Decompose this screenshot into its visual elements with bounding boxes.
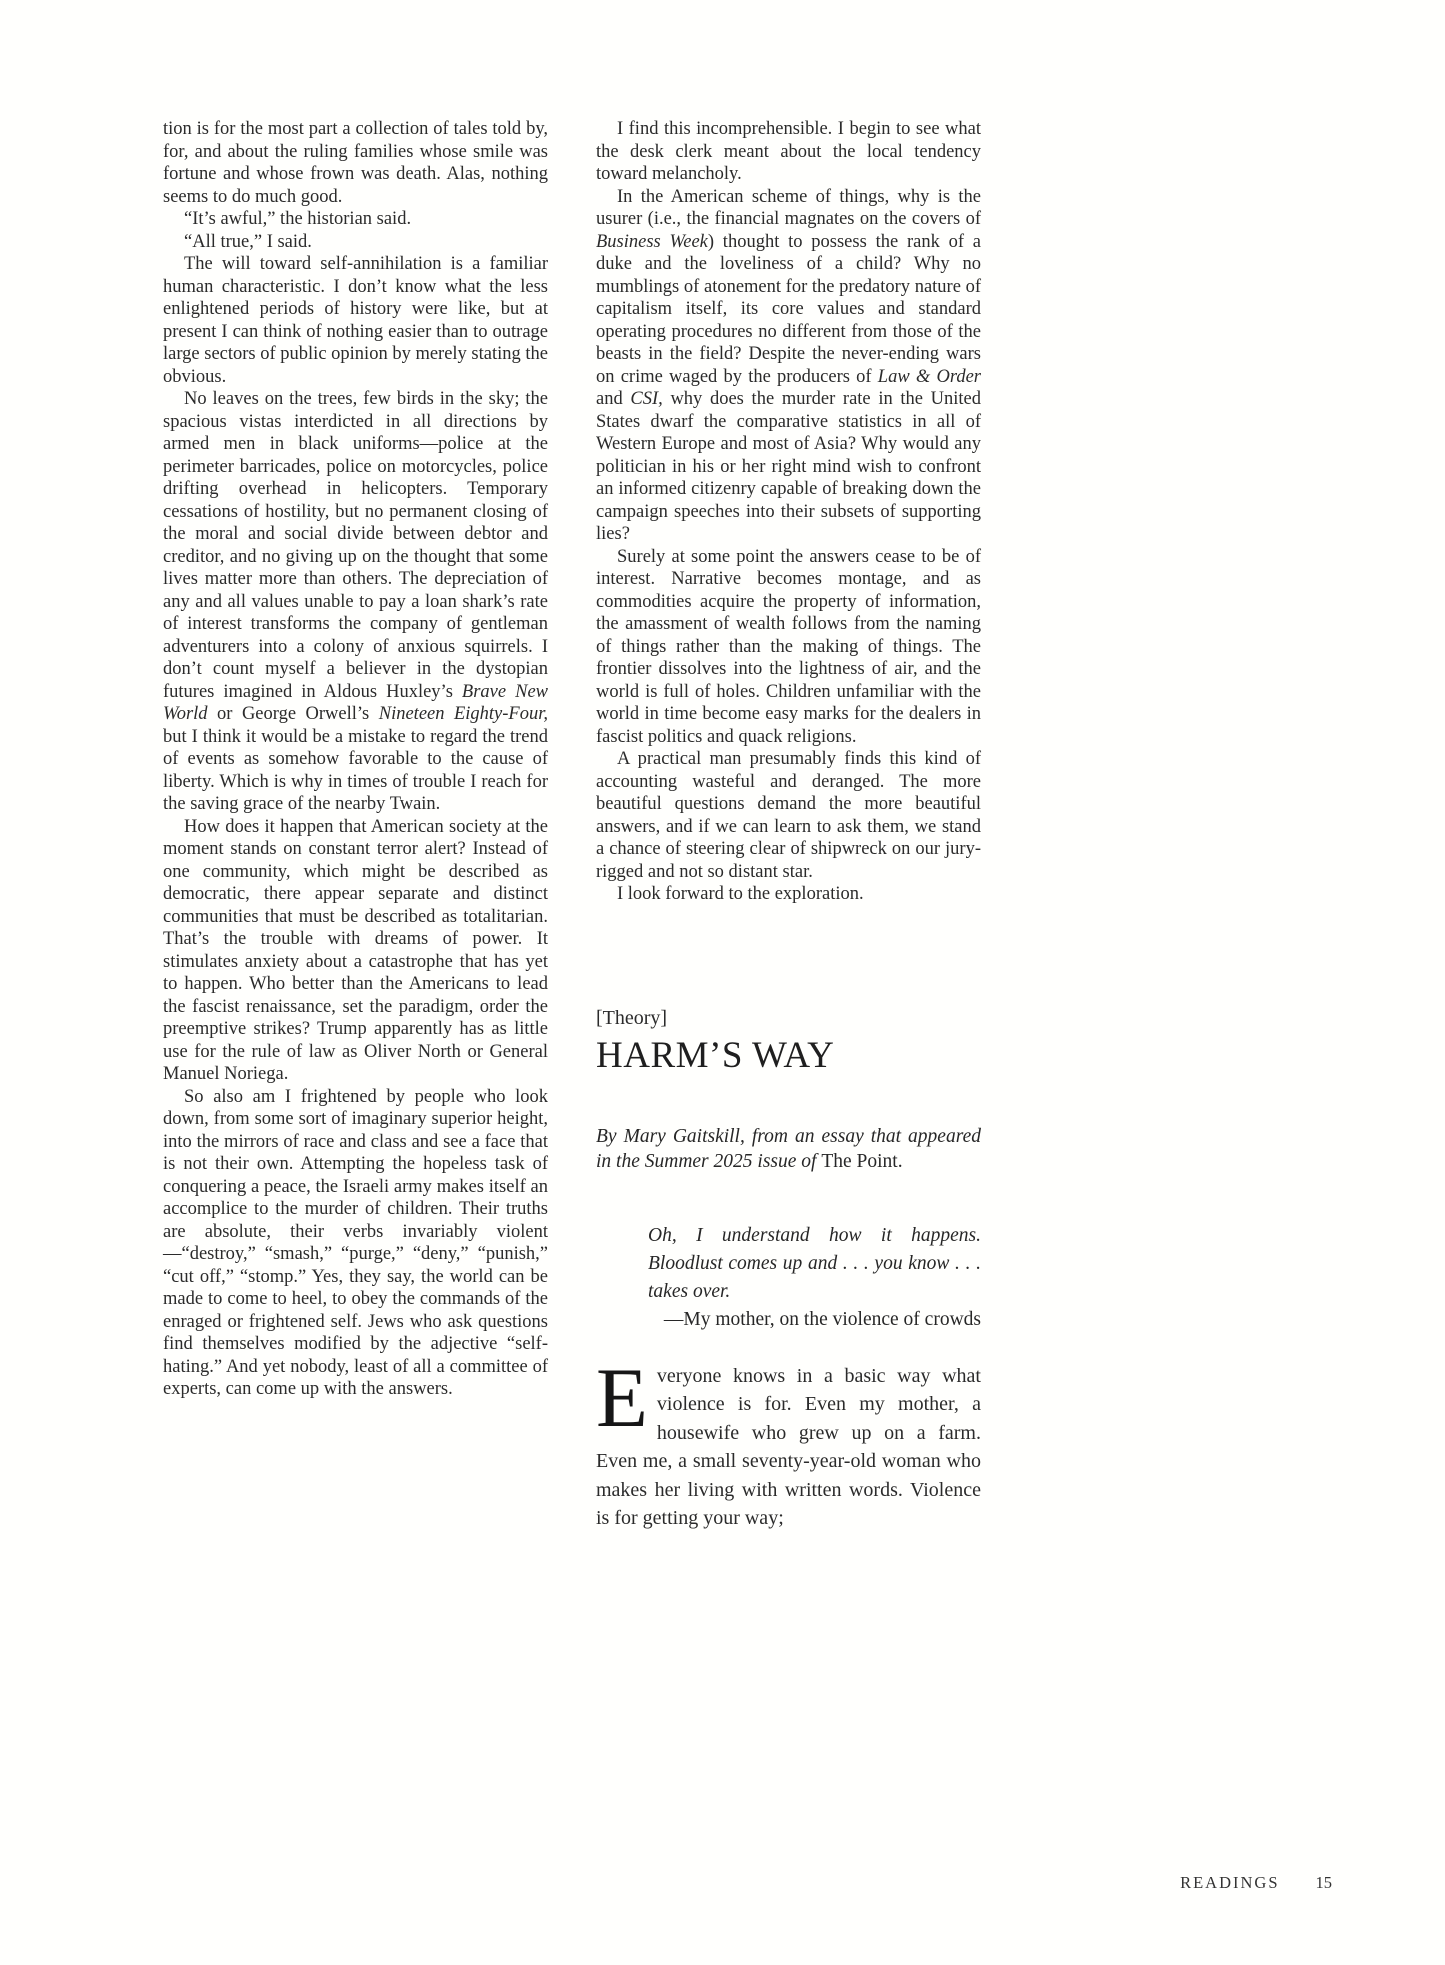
right-column xyxy=(596,118,981,1533)
byline: By Mary Gaitskill, from an essay that appeared in the Summer 2025 issue of The Point. xyxy=(596,1125,981,1172)
text-block xyxy=(163,118,981,1533)
left-column xyxy=(163,118,548,1533)
paragraph: I look forward to the exploration. xyxy=(617,884,864,904)
paragraph: tion is for the most part a collection of tales told by, for, and about the ruling families whose smile was fortune and whose frown was death. Alas, nothing seems to do much good. xyxy=(163,119,548,207)
page-footer xyxy=(1180,1873,1332,1893)
epigraph-attribution: —My mother, on the violence of crowds xyxy=(663,1308,981,1330)
article-header xyxy=(596,1006,981,1077)
drop-cap: E xyxy=(596,1350,648,1445)
epigraph xyxy=(648,1222,981,1334)
section-kicker: [Theory] xyxy=(596,1006,668,1029)
paragraph: No leaves on the trees, few birds in the sky; the spacious vistas interdicted in all directions by armed men in black uniforms—police at the perimeter barricades, police on motorcycles, police drifting overhead in helicopters. Temporary cessations of hostility, but no permanent closing of the moral and social divide between debtor and creditor, and no giving up on the thought that some lives matter more than others. The depreciation of any and all values unable to pay a loan shark’s rate of interest transforms the company of gentleman adventurers into a colony of anxious squirrels. I don’t count myself a believer in the dystopian futures imagined in Aldous Huxley’s Brave New World or George Orwell’s Nineteen Eighty-Four, but I think it would be a mistake to regard the trend of events as somehow favorable to the cause of liberty. Which is why in times of trouble I reach for the saving grace of the nearby Twain. xyxy=(163,389,548,814)
paragraph: So also am I frightened by people who look down, from some sort of imaginary superior height, into the mirrors of race and class and see a face that is not their own. Attempting the hopeless task of conquering a peace, the Israeli army makes itself an accomplice to the murder of children. Their truths are absolute, their verbs invariably violent—“destroy,” “smash,” “purge,” “deny,” “punish,” “cut off,” “stomp.” Yes, they say, the world can be made to come to heel, to obey the commands of the enraged or frightened self. Jews who ask questions find themselves modified by the adjective “self-hating.” And yet nobody, least of all a committee of experts, can come up with the answers. xyxy=(163,1086,548,1399)
paragraph: How does it happen that American society at the moment stands on constant terror alert? Instead of one community, which might be described as democratic, there appear separate and distinct communities that must be described as totalitarian. That’s the trouble with dreams of power. It stimulates anxiety about a catastrophe that has yet to happen. Who better than the Americans to lead the fascist renaissance, set the paradigm, order the preemptive strikes? Trump apparently has as little use for the rule of law as Oliver North or General Manuel Noriega. xyxy=(163,816,548,1084)
paragraph: A practical man presumably finds this kind of accounting wasteful and deranged. The more beautiful questions demand the more beautiful answers, and if we can learn to ask them, we stand a chance of steering clear of shipwreck on our jury-rigged and not so distant star. xyxy=(596,749,981,882)
article1-right-paragraphs xyxy=(596,118,981,906)
opening-paragraph-text: veryone knows in a basic way what violence is for. Even my mother, a housewife who grew up on a farm. Even me, a small seventy-year-old woman who makes her living with written words. Violence is for getting your way; xyxy=(596,1364,981,1529)
article-title: HARM’S WAY xyxy=(596,1034,835,1076)
footer-page-number: 15 xyxy=(1315,1873,1332,1892)
paragraph: Surely at some point the answers cease to be of interest. Narrative becomes montage, and as commodities acquire the property of information, the amassment of wealth follows from the naming of things rather than the making of things. The frontier dissolves into the lightness of air, and the world is full of holes. Children unfamiliar with the world in time become easy marks for the dealers in fascist politics and quack religions. xyxy=(596,546,981,747)
paragraph: The will toward self-annihilation is a familiar human characteristic. I don’t know what the less enlightened periods of history were like, but at present I can think of nothing easier than to outrage large sectors of public opinion by merely stating the obvious. xyxy=(163,254,548,387)
paragraph: I find this incomprehensible. I begin to see what the desk clerk meant about the local tendency toward melancholy. xyxy=(596,119,981,184)
paragraph: In the American scheme of things, why is the usurer (i.e., the financial magnates on the covers of Business Week) thought to possess the rank of a duke and the loveliness of a child? Why no mumblings of atonement for the predatory nature of capitalism itself, its core values and standard operating procedures no different from those of the beasts in the field? Despite the never-ending wars on crime waged by the producers of Law & Order and CSI, why does the murder rate in the United States dwarf the comparative statistics in all of Western Europe and most of Asia? Why would any politician in his or her right mind wish to confront an informed citizenry capable of breaking down the campaign speeches into their subsets of supporting lies? xyxy=(596,186,981,544)
epigraph-text: Oh, I understand how it happens. Bloodlust comes up and . . . you know . . . takes over. xyxy=(648,1224,981,1302)
paragraph: “It’s awful,” the historian said. xyxy=(184,209,412,229)
opening-paragraph xyxy=(596,1350,981,1533)
footer-section-label: READINGS xyxy=(1180,1873,1280,1892)
paragraph: “All true,” I said. xyxy=(184,231,312,252)
